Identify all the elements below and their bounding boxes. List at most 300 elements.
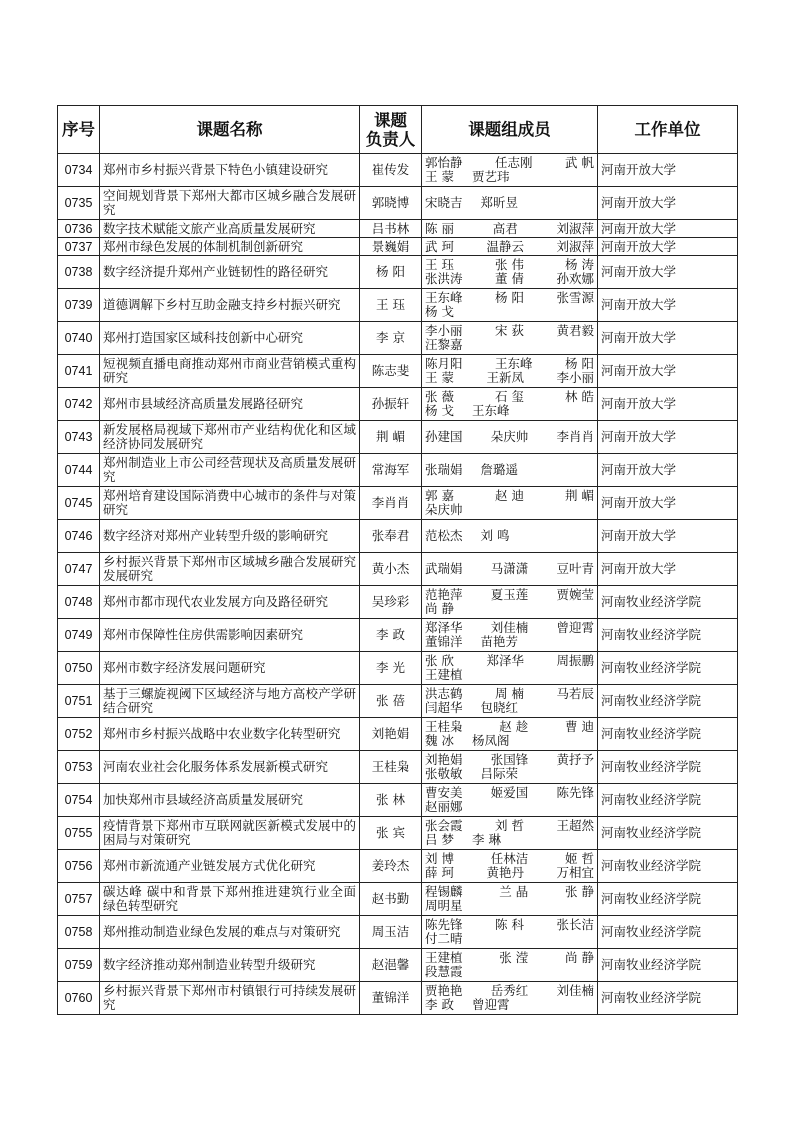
- table-row: [58, 154, 738, 187]
- member-name: 贾婉莹: [556, 587, 594, 602]
- row-number: 0750: [58, 652, 100, 685]
- member-name: 张 薇: [425, 389, 454, 404]
- work-unit: 河南牧业经济学院: [598, 949, 738, 982]
- work-unit: 河南牧业经济学院: [598, 817, 738, 850]
- table-row: [58, 487, 738, 520]
- project-members: [422, 154, 598, 187]
- member-name: 杨 戈: [425, 304, 454, 319]
- member-line: [425, 503, 594, 517]
- member-line: [425, 222, 594, 236]
- project-leader: 陈志斐: [360, 355, 422, 388]
- table-row: [58, 421, 738, 454]
- member-name: 苗艳芳: [480, 634, 519, 649]
- member-name: 李肖肖: [556, 429, 594, 444]
- work-unit: 河南牧业经济学院: [598, 619, 738, 652]
- project-leader: 郭晓博: [360, 187, 422, 220]
- member-name: 武 帆: [565, 155, 594, 170]
- member-name: 兰 晶: [499, 884, 529, 899]
- member-name: 张长洁: [556, 917, 594, 932]
- header-members: 课题组成员: [422, 106, 598, 154]
- project-title: 新发展格局视域下郑州市产业结构优化和区域经济协同发展研究: [100, 421, 360, 454]
- project-leader: 黄小杰: [360, 553, 422, 586]
- member-name: 万相宜: [556, 865, 594, 880]
- work-unit: 河南牧业经济学院: [598, 652, 738, 685]
- project-members: [422, 850, 598, 883]
- member-line: [425, 899, 594, 913]
- work-unit: 河南牧业经济学院: [598, 685, 738, 718]
- header-title: 课题名称: [100, 106, 360, 154]
- table-row: [58, 520, 738, 553]
- table-header-row: [58, 106, 738, 154]
- work-unit: 河南开放大学: [598, 454, 738, 487]
- member-name: 张会霞: [425, 818, 463, 833]
- member-name: 周明星: [425, 898, 463, 913]
- member-name: 王新凤: [486, 370, 524, 385]
- member-name: 荆 嵋: [565, 488, 594, 503]
- row-number: 0735: [58, 187, 100, 220]
- member-name: 赵丽娜: [425, 799, 463, 814]
- row-number: 0757: [58, 883, 100, 916]
- work-unit: 河南开放大学: [598, 322, 738, 355]
- row-number: 0745: [58, 487, 100, 520]
- work-unit: 河南牧业经济学院: [598, 586, 738, 619]
- project-title: 郑州推动制造业绿色发展的难点与对策研究: [100, 916, 360, 949]
- member-name: 王东峰: [425, 290, 463, 305]
- table-row: [58, 238, 738, 256]
- project-title: 碳达峰 碳中和背景下郑州推进建筑行业全面绿色转型研究: [100, 883, 360, 916]
- project-leader: 荆 嵋: [360, 421, 422, 454]
- member-name: 刘 哲: [495, 818, 524, 833]
- header-unit: 工作单位: [598, 106, 738, 154]
- member-name: 付二晴: [425, 931, 463, 946]
- project-title: 河南农业社会化服务体系发展新模式研究: [100, 751, 360, 784]
- member-name: 张 静: [565, 884, 594, 899]
- row-number: 0744: [58, 454, 100, 487]
- table-row: [58, 784, 738, 817]
- row-number: 0748: [58, 586, 100, 619]
- header-leader-line1: 课题: [374, 110, 407, 130]
- project-members: [422, 916, 598, 949]
- project-leader: 王桂枭: [360, 751, 422, 784]
- member-line: [425, 866, 594, 880]
- member-name: 高君: [492, 220, 518, 236]
- project-members: [422, 421, 598, 454]
- row-number: 0758: [58, 916, 100, 949]
- member-name: 王 珏: [425, 257, 454, 272]
- member-line: [425, 196, 594, 210]
- project-title: 郑州市乡村振兴战略中农业数字化转型研究: [100, 718, 360, 751]
- member-line: [425, 998, 594, 1012]
- member-name: 张 欣: [425, 653, 454, 668]
- member-line: [425, 951, 594, 965]
- member-name: 李 政: [425, 997, 454, 1012]
- project-title: 郑州市数字经济发展问题研究: [100, 652, 360, 685]
- member-name: 朵庆帅: [425, 502, 463, 517]
- work-unit: 河南开放大学: [598, 388, 738, 421]
- work-unit: 河南开放大学: [598, 154, 738, 187]
- member-line: [425, 687, 594, 701]
- project-members: [422, 883, 598, 916]
- member-line: [425, 291, 594, 305]
- project-title: 郑州市县域经济高质量发展路径研究: [100, 388, 360, 421]
- member-name: 刘 鸣: [480, 528, 510, 543]
- member-name: 李 琳: [471, 832, 501, 847]
- member-name: 赵 趁: [499, 719, 529, 734]
- work-unit: 河南开放大学: [598, 355, 738, 388]
- member-name: 杨 阳: [565, 356, 594, 371]
- work-unit: 河南开放大学: [598, 256, 738, 289]
- project-members: [422, 949, 598, 982]
- project-members: [422, 238, 598, 256]
- member-line: [425, 932, 594, 946]
- project-members: [422, 322, 598, 355]
- row-number: 0743: [58, 421, 100, 454]
- member-name: 任林洁: [490, 851, 529, 866]
- member-name: 张国锋: [490, 752, 529, 767]
- table-row: [58, 685, 738, 718]
- project-leader: 张 蓓: [360, 685, 422, 718]
- row-number: 0734: [58, 154, 100, 187]
- member-name: 王建植: [425, 667, 463, 682]
- member-name: 黄君毅: [556, 323, 594, 338]
- table-row: [58, 619, 738, 652]
- project-title: 乡村振兴背景下郑州市区域城乡融合发展研究发展研究: [100, 553, 360, 586]
- work-unit: 河南开放大学: [598, 487, 738, 520]
- member-name: 董锦洋: [425, 634, 463, 649]
- project-leader: 张 宾: [360, 817, 422, 850]
- row-number: 0742: [58, 388, 100, 421]
- member-name: 詹璐遥: [480, 462, 519, 477]
- project-title: 数字技术赋能文旅产业高质量发展研究: [100, 220, 360, 238]
- member-name: 周振鹏: [556, 653, 594, 668]
- row-number: 0740: [58, 322, 100, 355]
- member-line: [425, 390, 594, 404]
- member-line: [425, 833, 594, 847]
- project-title: 疫情背景下郑州市互联网就医新模式发展中的困局与对策研究: [100, 817, 360, 850]
- project-title: 基于三螺旋视阈下区域经济与地方高校产学研结合研究: [100, 685, 360, 718]
- row-number: 0736: [58, 220, 100, 238]
- member-name: 郑泽华: [486, 653, 524, 668]
- member-line: [425, 885, 594, 899]
- member-name: 马潇潇: [490, 561, 529, 576]
- member-name: 姬爱国: [490, 785, 529, 800]
- table-row: [58, 652, 738, 685]
- work-unit: 河南牧业经济学院: [598, 916, 738, 949]
- project-leader: 吴珍彩: [360, 586, 422, 619]
- row-number: 0749: [58, 619, 100, 652]
- member-line: [425, 734, 594, 748]
- header-leader: [360, 106, 422, 154]
- header-leader-line2: 负责人: [365, 129, 416, 149]
- project-title: 加快郑州市县域经济高质量发展研究: [100, 784, 360, 817]
- member-name: 孙欢娜: [556, 271, 594, 286]
- member-name: 汪黎嘉: [425, 337, 463, 352]
- member-name: 刘淑萍: [556, 238, 594, 254]
- project-members: [422, 751, 598, 784]
- member-line: [425, 800, 594, 814]
- member-name: 杨凤阁: [471, 733, 510, 748]
- member-name: 曹 迪: [565, 719, 594, 734]
- member-name: 郑昕昱: [480, 195, 519, 210]
- project-title: 数字经济推动郑州制造业转型升级研究: [100, 949, 360, 982]
- project-members: [422, 388, 598, 421]
- member-name: 尚 静: [565, 950, 594, 965]
- member-line: [425, 701, 594, 715]
- member-name: 曾迎霄: [556, 620, 594, 635]
- project-leader: 张奉君: [360, 520, 422, 553]
- member-name: 刘艳娟: [425, 752, 463, 767]
- member-line: [425, 489, 594, 503]
- project-members: [422, 817, 598, 850]
- project-members: [422, 586, 598, 619]
- row-number: 0737: [58, 238, 100, 256]
- member-name: 范艳萍: [425, 587, 463, 602]
- member-name: 张 伟: [495, 257, 524, 272]
- member-name: 孙建国: [425, 429, 463, 444]
- project-leader: 景巍娟: [360, 238, 422, 256]
- work-unit: 河南牧业经济学院: [598, 718, 738, 751]
- member-name: 陈先锋: [556, 785, 594, 800]
- project-leader: 周玉洁: [360, 916, 422, 949]
- row-number: 0760: [58, 982, 100, 1015]
- member-line: [425, 753, 594, 767]
- project-title: 郑州市绿色发展的体制机制创新研究: [100, 238, 360, 256]
- member-line: [425, 240, 594, 254]
- member-name: 张敬敏: [425, 766, 463, 781]
- project-title: 郑州市乡村振兴背景下特色小镇建设研究: [100, 154, 360, 187]
- work-unit: 河南开放大学: [598, 520, 738, 553]
- member-name: 刘佳楠: [556, 983, 594, 998]
- member-name: 王桂枭: [425, 719, 463, 734]
- project-members: [422, 220, 598, 238]
- project-leader: 李肖肖: [360, 487, 422, 520]
- project-members: [422, 289, 598, 322]
- project-leader: 常海军: [360, 454, 422, 487]
- member-name: 贾艺玮: [471, 169, 510, 184]
- project-leader: 孙振轩: [360, 388, 422, 421]
- row-number: 0759: [58, 949, 100, 982]
- work-unit: 河南开放大学: [598, 238, 738, 256]
- member-name: 刘佳楠: [490, 620, 529, 635]
- project-leader: 李 政: [360, 619, 422, 652]
- table-row: [58, 187, 738, 220]
- table-body: [58, 154, 738, 1015]
- table-row: [58, 553, 738, 586]
- project-title: 郑州市保障性住房供需影响因素研究: [100, 619, 360, 652]
- project-title: 郑州市新流通产业链发展方式优化研究: [100, 850, 360, 883]
- member-name: 刘 博: [425, 851, 454, 866]
- member-name: 黄艳丹: [486, 865, 524, 880]
- member-name: 包晓红: [480, 700, 519, 715]
- member-name: 岳秀红: [490, 983, 529, 998]
- member-name: 吕 梦: [425, 832, 454, 847]
- project-members: [422, 619, 598, 652]
- member-line: [425, 258, 594, 272]
- member-name: 夏玉莲: [490, 587, 529, 602]
- member-name: 温静云: [486, 238, 524, 254]
- member-name: 张瑞娟: [425, 462, 463, 477]
- row-number: 0746: [58, 520, 100, 553]
- member-line: [425, 786, 594, 800]
- project-leader: 吕书林: [360, 220, 422, 238]
- member-name: 陈先锋: [425, 917, 463, 932]
- table-row: [58, 949, 738, 982]
- project-title: 郑州市都市现代农业发展方向及路径研究: [100, 586, 360, 619]
- project-leader: 刘艳娟: [360, 718, 422, 751]
- table-row: [58, 322, 738, 355]
- member-name: 杨 戈: [425, 403, 454, 418]
- work-unit: 河南牧业经济学院: [598, 751, 738, 784]
- work-unit: 河南开放大学: [598, 421, 738, 454]
- member-name: 李小丽: [425, 323, 463, 338]
- member-line: [425, 654, 594, 668]
- project-members: [422, 982, 598, 1015]
- member-name: 洪志鹤: [425, 686, 463, 701]
- table-row: [58, 388, 738, 421]
- table-row: [58, 718, 738, 751]
- project-title: 郑州培育建设国际消费中心城市的条件与对策研究: [100, 487, 360, 520]
- work-unit: 河南牧业经济学院: [598, 883, 738, 916]
- member-line: [425, 635, 594, 649]
- member-name: 宋晓吉: [425, 195, 463, 210]
- member-name: 范松杰: [425, 528, 463, 543]
- member-line: [425, 588, 594, 602]
- member-line: [425, 404, 594, 418]
- table-row: [58, 355, 738, 388]
- member-line: [425, 621, 594, 635]
- member-name: 豆叶青: [556, 561, 594, 576]
- member-name: 杨 涛: [565, 257, 594, 272]
- project-leader: 姜玲杰: [360, 850, 422, 883]
- member-name: 石 玺: [495, 389, 524, 404]
- member-line: [425, 357, 594, 371]
- member-name: 王东峰: [495, 356, 533, 371]
- member-line: [425, 170, 594, 184]
- project-members: [422, 520, 598, 553]
- table-row: [58, 751, 738, 784]
- member-name: 贾艳艳: [425, 983, 463, 998]
- table-row: [58, 256, 738, 289]
- member-name: 段慧霞: [425, 964, 463, 979]
- member-name: 周 楠: [495, 686, 524, 701]
- row-number: 0739: [58, 289, 100, 322]
- project-leader: 李 光: [360, 652, 422, 685]
- project-leader: 赵浥馨: [360, 949, 422, 982]
- table-row: [58, 850, 738, 883]
- member-name: 杨 阳: [495, 290, 524, 305]
- project-title: 郑州打造国家区域科技创新中心研究: [100, 322, 360, 355]
- table-row: [58, 220, 738, 238]
- member-name: 黄抒予: [556, 752, 594, 767]
- project-table: [57, 105, 738, 1015]
- member-line: [425, 324, 594, 338]
- member-name: 陈 科: [495, 917, 524, 932]
- member-name: 张雪源: [556, 290, 594, 305]
- row-number: 0738: [58, 256, 100, 289]
- member-name: 闫超华: [425, 700, 463, 715]
- member-name: 王 蒙: [425, 370, 454, 385]
- table-row: [58, 454, 738, 487]
- member-line: [425, 562, 594, 576]
- project-members: [422, 685, 598, 718]
- member-name: 郭 嘉: [425, 488, 454, 503]
- member-name: 赵 迪: [495, 488, 524, 503]
- work-unit: 河南牧业经济学院: [598, 850, 738, 883]
- member-name: 宋 荻: [495, 323, 524, 338]
- member-line: [425, 430, 594, 444]
- member-name: 程锡麟: [425, 884, 463, 899]
- member-name: 薛 珂: [425, 865, 454, 880]
- member-name: 林 皓: [565, 389, 594, 404]
- member-line: [425, 305, 594, 319]
- member-line: [425, 156, 594, 170]
- member-name: 刘淑萍: [556, 220, 594, 236]
- project-members: [422, 652, 598, 685]
- member-name: 王超然: [556, 818, 594, 833]
- table-row: [58, 883, 738, 916]
- member-line: [425, 984, 594, 998]
- project-title: 道德调解下乡村互助金融支持乡村振兴研究: [100, 289, 360, 322]
- header-no: 序号: [58, 106, 100, 154]
- project-members: [422, 553, 598, 586]
- member-line: [425, 371, 594, 385]
- member-line: [425, 965, 594, 979]
- row-number: 0753: [58, 751, 100, 784]
- project-members: [422, 487, 598, 520]
- project-members: [422, 454, 598, 487]
- project-leader: 崔传发: [360, 154, 422, 187]
- member-line: [425, 918, 594, 932]
- member-line: [425, 272, 594, 286]
- member-name: 王东峰: [471, 403, 510, 418]
- work-unit: 河南牧业经济学院: [598, 982, 738, 1015]
- table-row: [58, 982, 738, 1015]
- member-name: 陈 丽: [425, 220, 454, 236]
- member-name: 王建植: [425, 950, 463, 965]
- work-unit: 河南开放大学: [598, 220, 738, 238]
- member-line: [425, 819, 594, 833]
- member-name: 朵庆帅: [490, 429, 529, 444]
- table-row: [58, 289, 738, 322]
- row-number: 0752: [58, 718, 100, 751]
- member-name: 董 倩: [495, 271, 524, 286]
- member-name: 王 蒙: [425, 169, 454, 184]
- project-title: 数字经济对郑州产业转型升级的影响研究: [100, 520, 360, 553]
- member-name: 姬 哲: [565, 851, 594, 866]
- project-title: 乡村振兴背景下郑州市村镇银行可持续发展研究: [100, 982, 360, 1015]
- work-unit: 河南开放大学: [598, 187, 738, 220]
- row-number: 0756: [58, 850, 100, 883]
- project-leader: 张 林: [360, 784, 422, 817]
- member-line: [425, 463, 594, 477]
- project-members: [422, 256, 598, 289]
- member-name: 陈月阳: [425, 356, 463, 371]
- member-name: 武 珂: [425, 238, 454, 254]
- member-name: 曹安美: [425, 785, 463, 800]
- member-line: [425, 602, 594, 616]
- row-number: 0741: [58, 355, 100, 388]
- member-line: [425, 720, 594, 734]
- member-line: [425, 338, 594, 352]
- project-leader: 王 珏: [360, 289, 422, 322]
- member-name: 任志刚: [495, 155, 533, 170]
- member-name: 张洪涛: [425, 271, 463, 286]
- project-title: 郑州制造业上市公司经营现状及高质量发展研究: [100, 454, 360, 487]
- row-number: 0754: [58, 784, 100, 817]
- work-unit: 河南开放大学: [598, 289, 738, 322]
- member-name: 武瑞娟: [425, 561, 463, 576]
- member-name: 魏 冰: [425, 733, 454, 748]
